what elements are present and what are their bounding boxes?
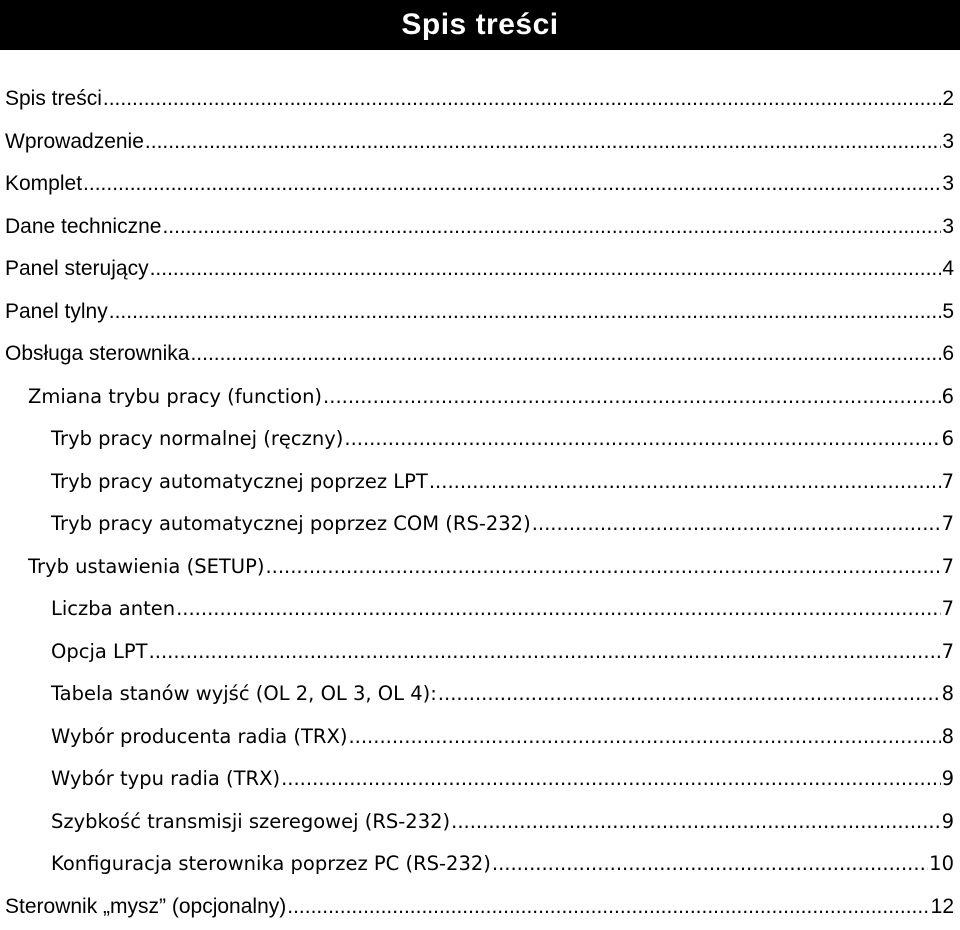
toc-entry-page-number: 8 — [942, 725, 954, 748]
toc-entry-label: Wprowadzenie — [5, 130, 144, 154]
toc-entry[interactable] — [0, 675, 960, 718]
toc-entry-page-number: 7 — [942, 512, 954, 535]
dot-leader — [344, 427, 940, 450]
dot-leader — [492, 852, 928, 875]
dot-leader — [348, 725, 940, 748]
toc-entry-label: Tryb ustawienia (SETUP) — [28, 555, 264, 578]
dot-leader — [109, 300, 942, 324]
toc-entry-page-number: 12 — [931, 895, 954, 919]
toc-entry-page-number: 3 — [942, 130, 954, 154]
toc-entry-page-number: 3 — [942, 172, 954, 196]
toc-entry[interactable] — [0, 463, 960, 506]
toc-entry-page-number: 6 — [942, 385, 954, 408]
toc-entry-label: Spis treści — [5, 87, 102, 111]
dot-leader — [281, 767, 941, 790]
page-title: Spis treści — [401, 8, 558, 42]
dot-leader — [190, 342, 941, 366]
toc-entry[interactable] — [0, 165, 960, 208]
dot-leader — [429, 470, 941, 493]
toc-entry[interactable] — [0, 590, 960, 633]
toc-entry-label: Wybór producenta radia (TRX) — [51, 725, 347, 748]
dot-leader — [162, 215, 941, 239]
dot-leader — [265, 555, 940, 578]
toc-entry-label: Tryb pracy automatycznej poprzez LPT — [51, 470, 428, 493]
toc-entry-page-number: 7 — [942, 470, 954, 493]
toc-entry[interactable] — [0, 293, 960, 336]
dot-leader — [103, 87, 941, 111]
title-bar — [0, 0, 960, 50]
toc-entry-page-number: 6 — [942, 427, 954, 450]
toc-entry-page-number: 9 — [942, 810, 954, 833]
toc-entry-page-number: 5 — [942, 300, 954, 324]
toc-entry-label: Wybór typu radia (TRX) — [51, 767, 280, 790]
toc-entry-page-number: 10 — [929, 852, 954, 875]
dot-leader — [287, 895, 929, 919]
dot-leader — [149, 640, 941, 663]
dot-leader — [83, 172, 941, 196]
toc-entry[interactable] — [0, 888, 960, 930]
toc-entry-page-number: 7 — [942, 640, 954, 663]
dot-leader — [451, 810, 940, 833]
toc-entry[interactable] — [0, 80, 960, 123]
toc-entry[interactable] — [0, 760, 960, 803]
dot-leader — [176, 597, 941, 620]
toc-entry-label: Sterownik „mysz” (opcjonalny) — [5, 895, 286, 919]
toc-entry[interactable] — [0, 718, 960, 761]
toc-entry[interactable] — [0, 633, 960, 676]
toc-entry-page-number: 2 — [942, 87, 954, 111]
toc-entry-label: Panel tylny — [5, 300, 108, 324]
toc-entry[interactable] — [0, 335, 960, 378]
toc-entry-label: Opcja LPT — [51, 640, 148, 663]
toc-entry-label: Panel sterujący — [5, 257, 149, 281]
toc-entry[interactable] — [0, 208, 960, 251]
toc-entry[interactable] — [0, 505, 960, 548]
toc-entry-page-number: 6 — [942, 342, 954, 366]
toc-entry[interactable] — [0, 548, 960, 591]
toc-entry[interactable] — [0, 845, 960, 888]
dot-leader — [438, 682, 941, 705]
toc-entry[interactable] — [0, 378, 960, 421]
table-of-contents — [0, 80, 960, 930]
toc-entry-page-number: 9 — [942, 767, 954, 790]
toc-entry-page-number: 4 — [942, 257, 954, 281]
dot-leader — [145, 130, 941, 154]
toc-entry-label: Komplet — [5, 172, 82, 196]
toc-entry-label: Obsługa sterownika — [5, 342, 189, 366]
toc-entry[interactable] — [0, 803, 960, 846]
toc-entry-label: Liczba anten — [51, 597, 175, 620]
toc-entry-label: Dane techniczne — [5, 215, 161, 239]
toc-entry[interactable] — [0, 123, 960, 166]
toc-entry-page-number: 8 — [942, 682, 954, 705]
dot-leader — [150, 257, 942, 281]
toc-entry-page-number: 7 — [942, 555, 954, 578]
toc-entry-page-number: 7 — [942, 597, 954, 620]
toc-entry-label: Tryb pracy automatycznej poprzez COM (RS-232) — [51, 512, 531, 535]
dot-leader — [532, 512, 941, 535]
toc-entry[interactable] — [0, 250, 960, 293]
dot-leader — [323, 385, 941, 408]
toc-entry-label: Tryb pracy normalnej (ręczny) — [51, 427, 343, 450]
toc-entry-label: Zmiana trybu pracy (function) — [28, 385, 322, 408]
toc-entry-label: Szybkość transmisji szeregowej (RS-232) — [51, 810, 450, 833]
toc-entry-label: Konfiguracja sterownika poprzez PC (RS-232) — [51, 852, 491, 875]
toc-entry[interactable] — [0, 420, 960, 463]
toc-entry-page-number: 3 — [942, 215, 954, 239]
toc-entry-label: Tabela stanów wyjść (OL 2, OL 3, OL 4): — [51, 682, 437, 705]
